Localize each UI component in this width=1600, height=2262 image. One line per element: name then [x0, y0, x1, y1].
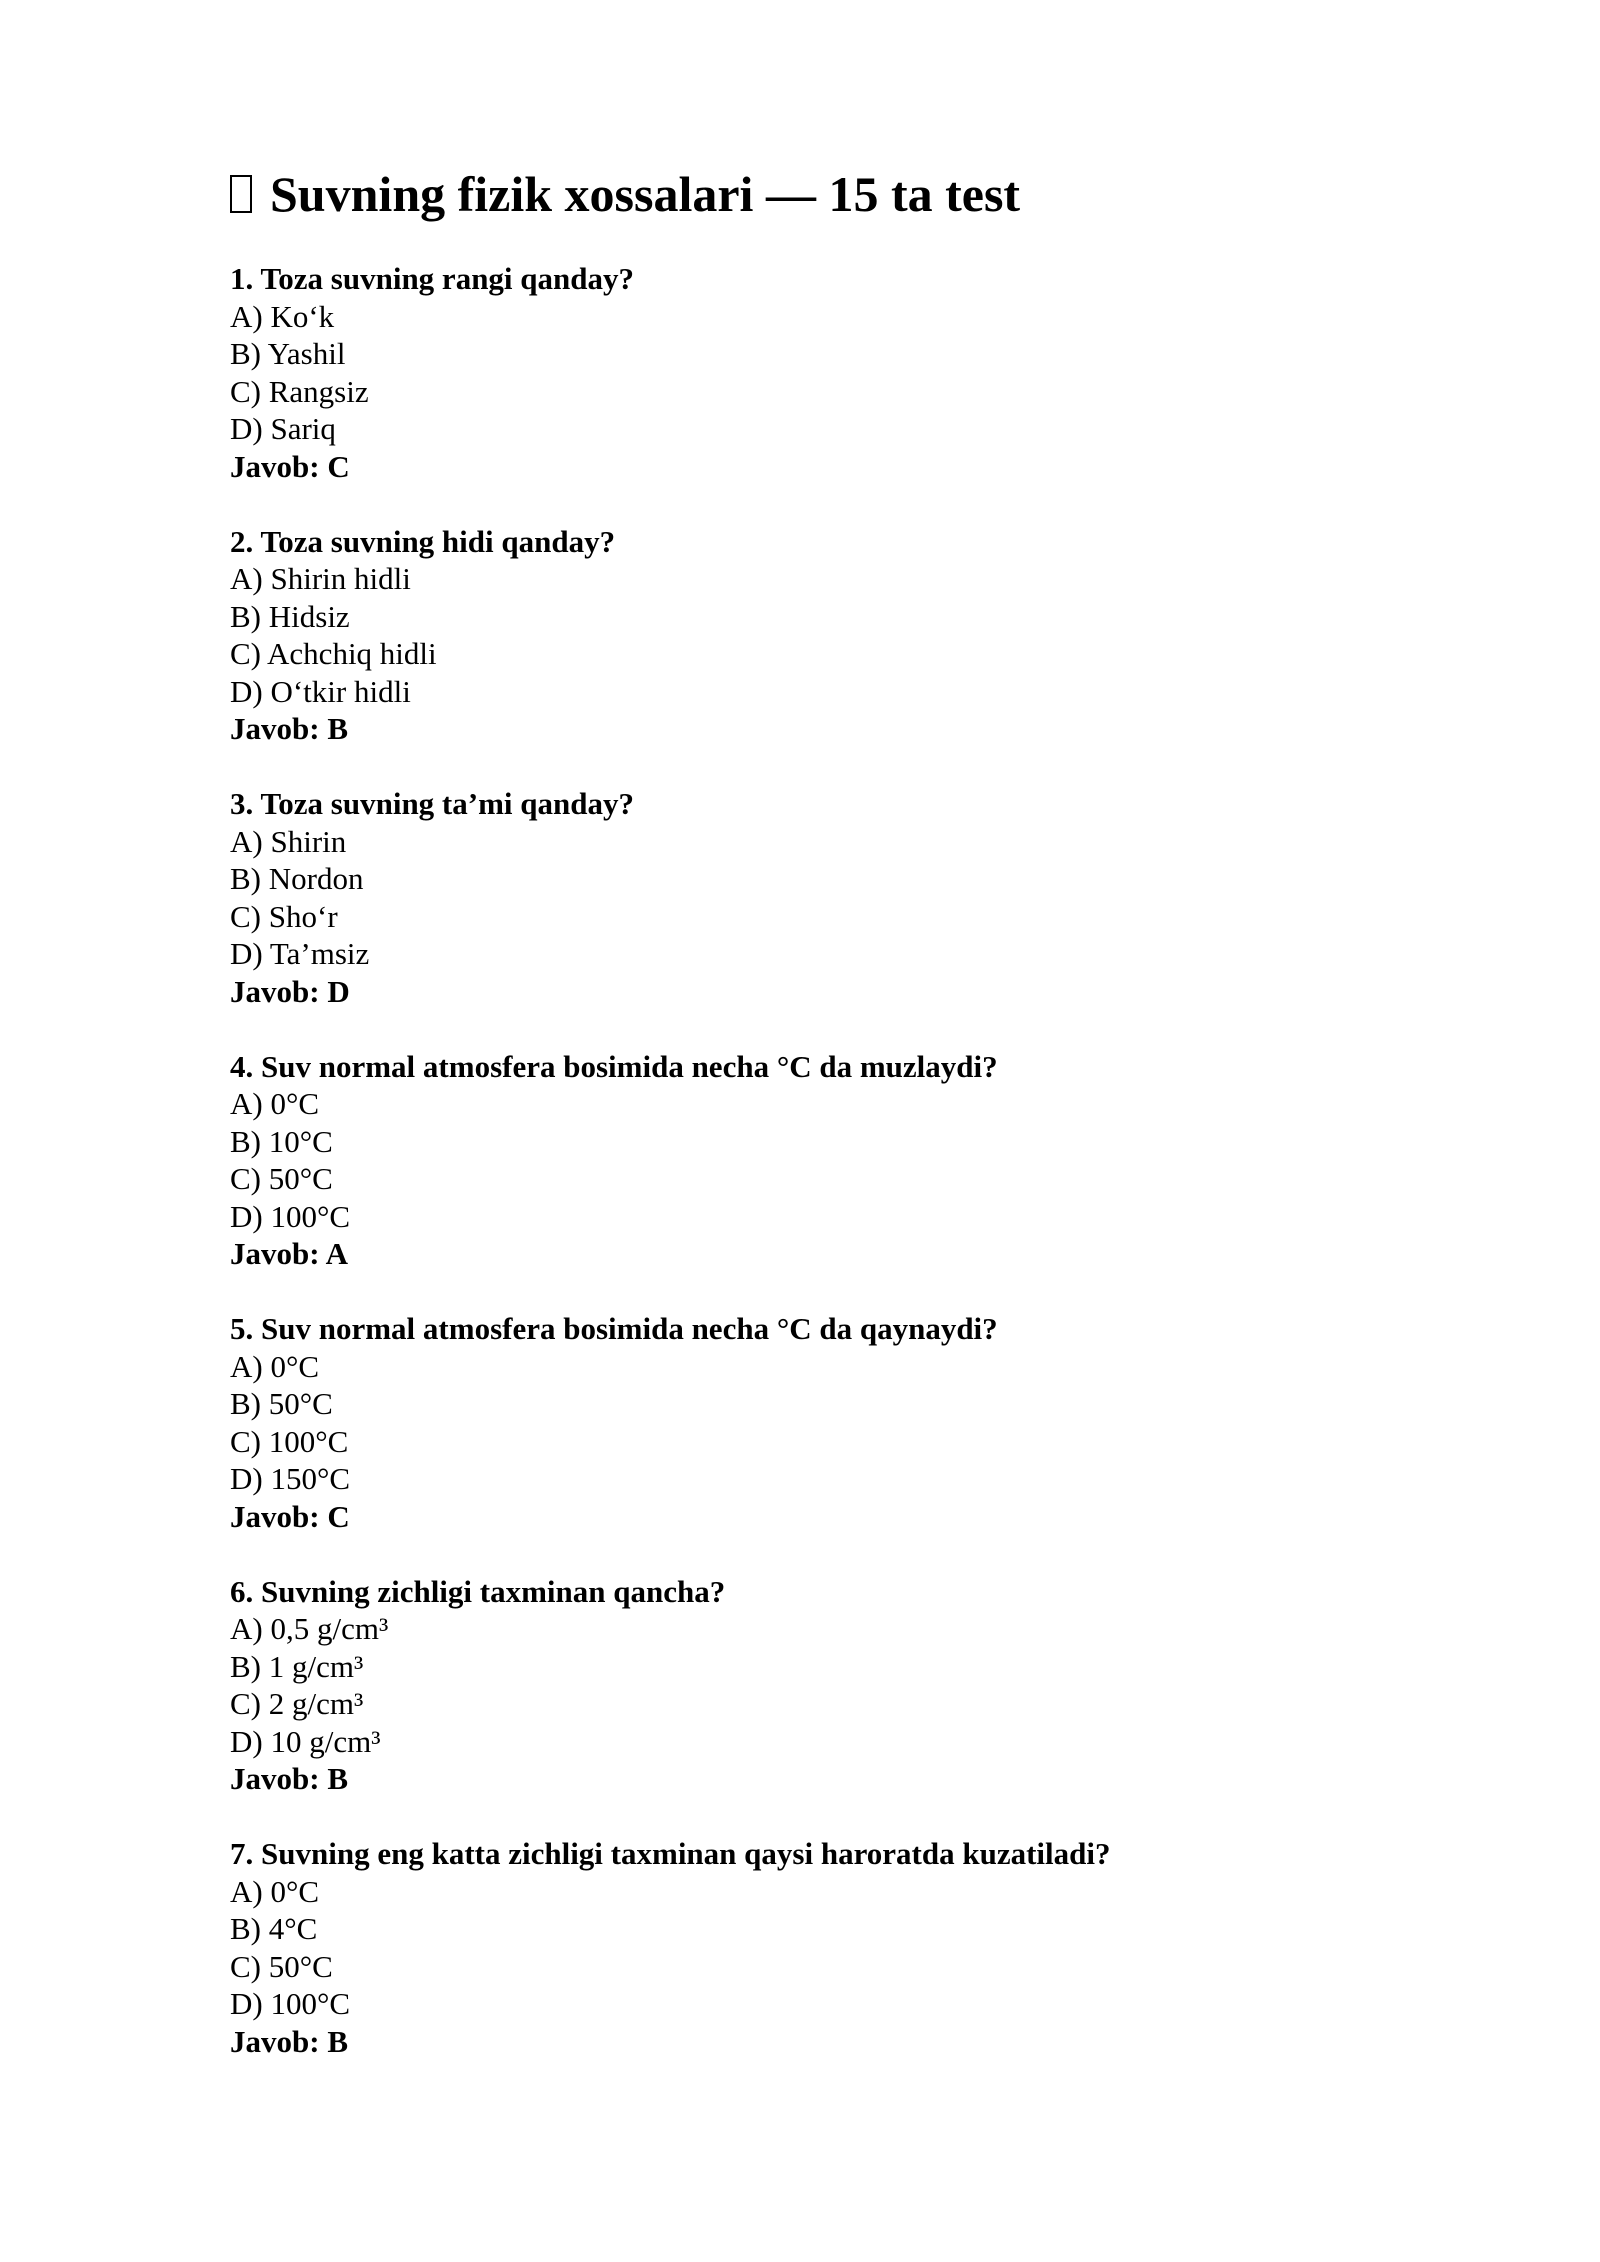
question-text: 1. Toza suvning rangi qanday?	[230, 261, 635, 296]
question-text: 3. Toza suvning ta’mi qanday?	[230, 786, 634, 821]
option-b: B) Hidsiz	[230, 598, 350, 634]
option-c: C) 50°C	[230, 1161, 333, 1196]
question-text: 7. Suvning eng katta zichligi taxminan qaysi haroratda kuzatiladi?	[230, 1836, 1111, 1871]
option-a: A) Shirin	[230, 823, 347, 859]
option-c: C) Achchiq hidli	[230, 636, 437, 671]
question-7	[230, 1835, 1430, 2060]
option-d: D) 100°C	[230, 1198, 351, 1234]
question-4	[230, 1048, 1430, 1273]
question-text: 4. Suv normal atmosfera bosimida necha °C da muzlaydi?	[230, 1048, 998, 1084]
question-6	[230, 1573, 1430, 1798]
answer: Javob: C	[230, 1498, 350, 1534]
answer: Javob: B	[230, 1761, 348, 1796]
answer: Javob: B	[230, 2023, 348, 2059]
option-a: A) 0°C	[230, 1086, 320, 1121]
option-d: D) Ta’msiz	[230, 936, 370, 971]
option-d: D) 10 g/cm³	[230, 1723, 381, 1759]
answer: Javob: B	[230, 711, 348, 746]
option-d: D) 150°C	[230, 1461, 351, 1496]
missing-glyph-icon	[230, 175, 252, 213]
option-c: C) 2 g/cm³	[230, 1686, 364, 1721]
option-a: A) 0°C	[230, 1873, 320, 1909]
question-text: 2. Toza suvning hidi qanday?	[230, 523, 616, 559]
document-title	[230, 158, 1430, 230]
option-a: A) Shirin hidli	[230, 561, 411, 596]
option-b: B) Yashil	[230, 336, 346, 371]
option-d: D) O‘tkir hidli	[230, 673, 411, 709]
answer: Javob: D	[230, 973, 350, 1009]
option-b: B) 50°C	[230, 1386, 333, 1421]
option-b: B) 1 g/cm³	[230, 1648, 364, 1684]
answer: Javob: C	[230, 448, 350, 484]
answer: Javob: A	[230, 1236, 348, 1271]
option-b: B) Nordon	[230, 861, 364, 896]
option-b: B) 4°C	[230, 1911, 318, 1946]
option-c: C) Rangsiz	[230, 373, 369, 409]
document-title-text: Suvning fizik xossalari — 15 ta test	[270, 166, 1021, 222]
question-1	[230, 260, 1430, 485]
option-a: A) Ko‘k	[230, 298, 335, 334]
question-3	[230, 785, 1430, 1010]
option-a: A) 0,5 g/cm³	[230, 1611, 389, 1646]
option-c: C) 50°C	[230, 1948, 333, 1984]
option-d: D) Sariq	[230, 411, 336, 446]
question-2	[230, 523, 1430, 748]
question-text: 5. Suv normal atmosfera bosimida necha °C da qaynaydi?	[230, 1311, 998, 1346]
question-text: 6. Suvning zichligi taxminan qancha?	[230, 1573, 726, 1609]
question-5	[230, 1310, 1430, 1535]
option-a: A) 0°C	[230, 1348, 320, 1384]
option-d: D) 100°C	[230, 1986, 351, 2021]
option-c: C) 100°C	[230, 1423, 349, 1459]
option-c: C) Sho‘r	[230, 898, 338, 934]
option-b: B) 10°C	[230, 1123, 333, 1159]
document-page	[230, 158, 1430, 2098]
